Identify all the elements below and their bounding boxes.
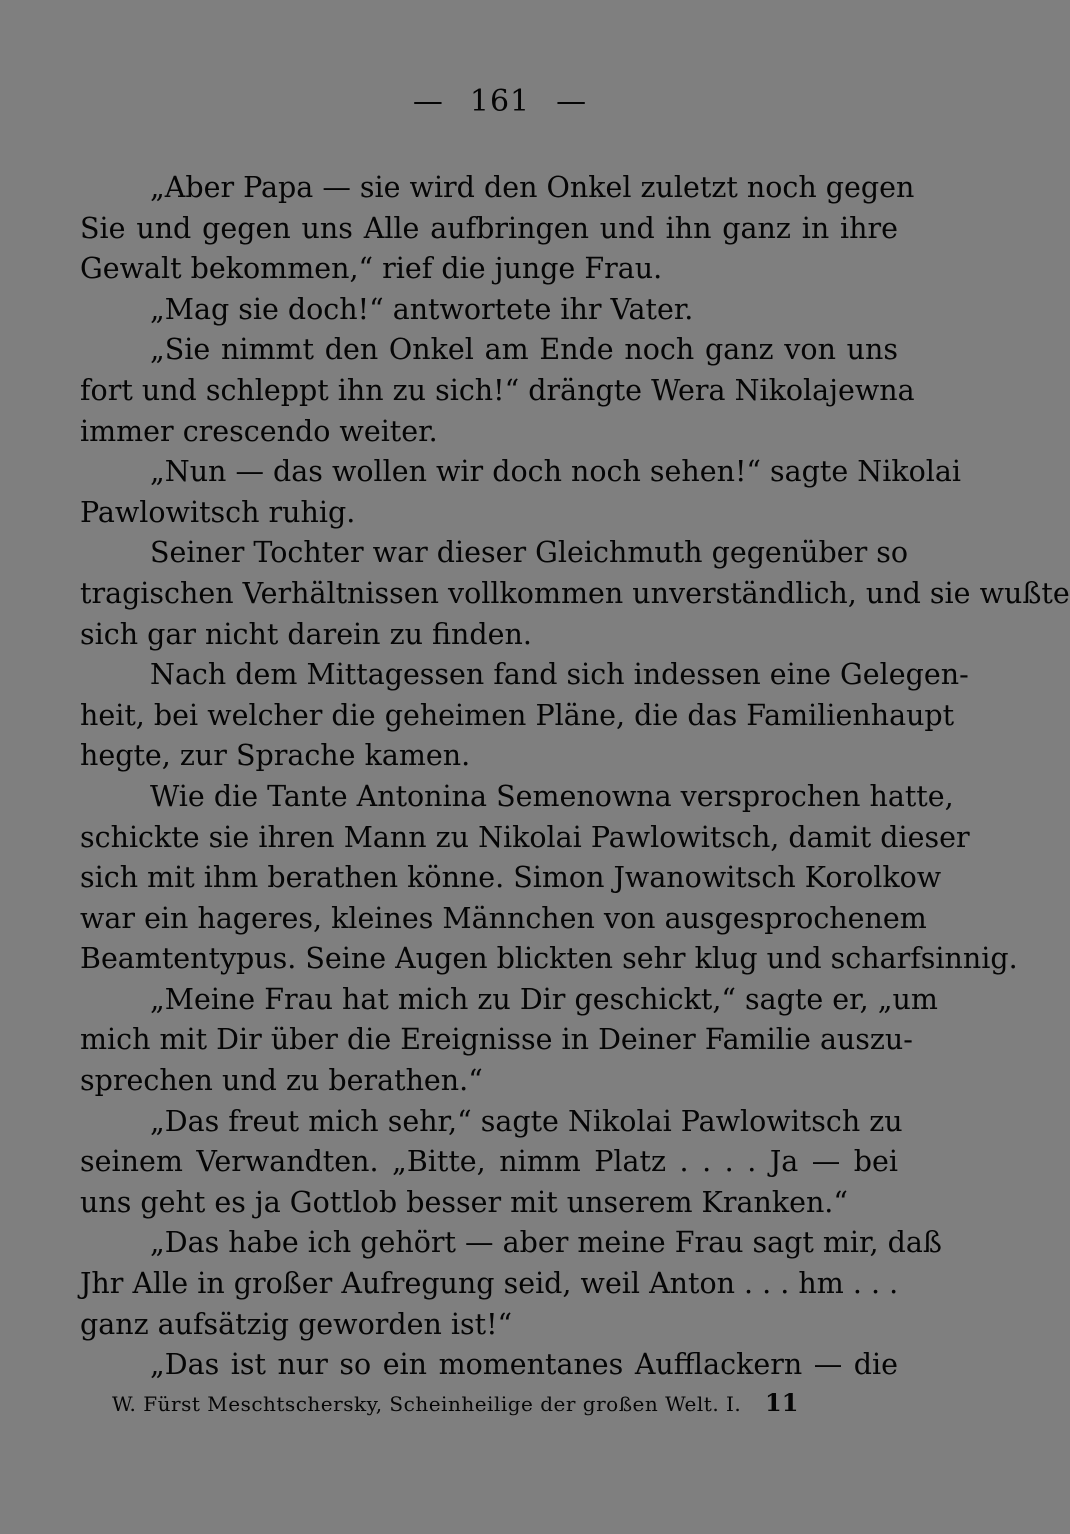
text-line: „Mag sie doch!“ antwortete ihr Vater. (150, 292, 694, 326)
text-line: Pawlowitsch ruhig. (80, 495, 356, 529)
body-text (80, 168, 1070, 1386)
text-line: mich mit Dir über die Ereignisse in Deiner Familie auszu- (80, 1023, 913, 1057)
text-line: Nach dem Mittagessen fand sich indessen eine Gelegen- (150, 658, 969, 692)
text-line: Seiner Tochter war dieser Gleichmuth gegenüber so (150, 536, 909, 570)
text-line: ganz aufsätzig geworden ist!“ (80, 1307, 513, 1341)
text-line: Gewalt bekommen,“ rief die junge Frau. (80, 252, 663, 286)
text-line: heit, bei welcher die geheimen Pläne, die das Familienhaupt (80, 698, 955, 732)
text-line: immer crescendo weiter. (80, 414, 438, 448)
page-number: 161 (469, 84, 531, 119)
text-line: sich gar nicht darein zu finden. (80, 617, 532, 651)
text-line: „Das freut mich sehr,“ sagte Nikolai Pawlowitsch zu (150, 1104, 903, 1138)
text-line: Wie die Tante Antonina Semenowna versprochen hatte, (150, 779, 954, 813)
text-line: seinem Verwandten. „Bitte, nimm Platz . . . . Ja — bei (80, 1145, 898, 1179)
text-line: „Aber Papa — sie wird den Onkel zuletzt noch gegen (150, 171, 915, 204)
text-line: „Das ist nur so ein momentanes Aufflackern — die (150, 1348, 898, 1382)
text-line: „Meine Frau hat mich zu Dir geschickt,“ sagte er, „um (150, 982, 938, 1016)
text-line: sich mit ihm berathen könne. Simon Jwanowitsch Korolkow (80, 861, 942, 895)
text-line: Sie und gegen uns Alle aufbringen und ihn ganz in ihre (80, 211, 898, 245)
text-line: schickte sie ihren Mann zu Nikolai Pawlowitsch, damit dieser (80, 820, 970, 854)
page-header (0, 84, 1000, 119)
text-line: Jhr Alle in großer Aufregung seid, weil Anton . . . hm . . . (80, 1267, 899, 1301)
footer-signature-line: W. Fürst Meschtschersky, Scheinheilige der großen Welt. I. (112, 1392, 742, 1416)
text-line: Beamtentypus. Seine Augen blickten sehr klug und scharfsinnig. (80, 942, 1018, 976)
header-dash-left: — (412, 84, 444, 119)
text-line: hegte, zur Sprache kamen. (80, 739, 471, 773)
footer-signature-number: 11 (765, 1388, 799, 1417)
text-line: tragischen Verhältnissen vollkommen unverständlich, und sie wußte (80, 576, 1070, 610)
text-line: fort und schleppt ihn zu sich!“ drängte Wera Nikolajewna (80, 373, 915, 407)
text-line: „Nun — das wollen wir doch noch sehen!“ sagte Nikolai (150, 455, 961, 489)
text-line: war ein hageres, kleines Männchen von ausgesprochenem (80, 901, 927, 935)
text-line: „Sie nimmt den Onkel am Ende noch ganz von uns (150, 333, 898, 367)
text-line: uns geht es ja Gottlob besser mit unserem Kranken.“ (80, 1185, 848, 1219)
header-dash-right: — (556, 84, 588, 119)
text-line: „Das habe ich gehört — aber meine Frau sagt mir, daß (150, 1226, 942, 1260)
text-line: sprechen und zu berathen.“ (80, 1064, 483, 1098)
